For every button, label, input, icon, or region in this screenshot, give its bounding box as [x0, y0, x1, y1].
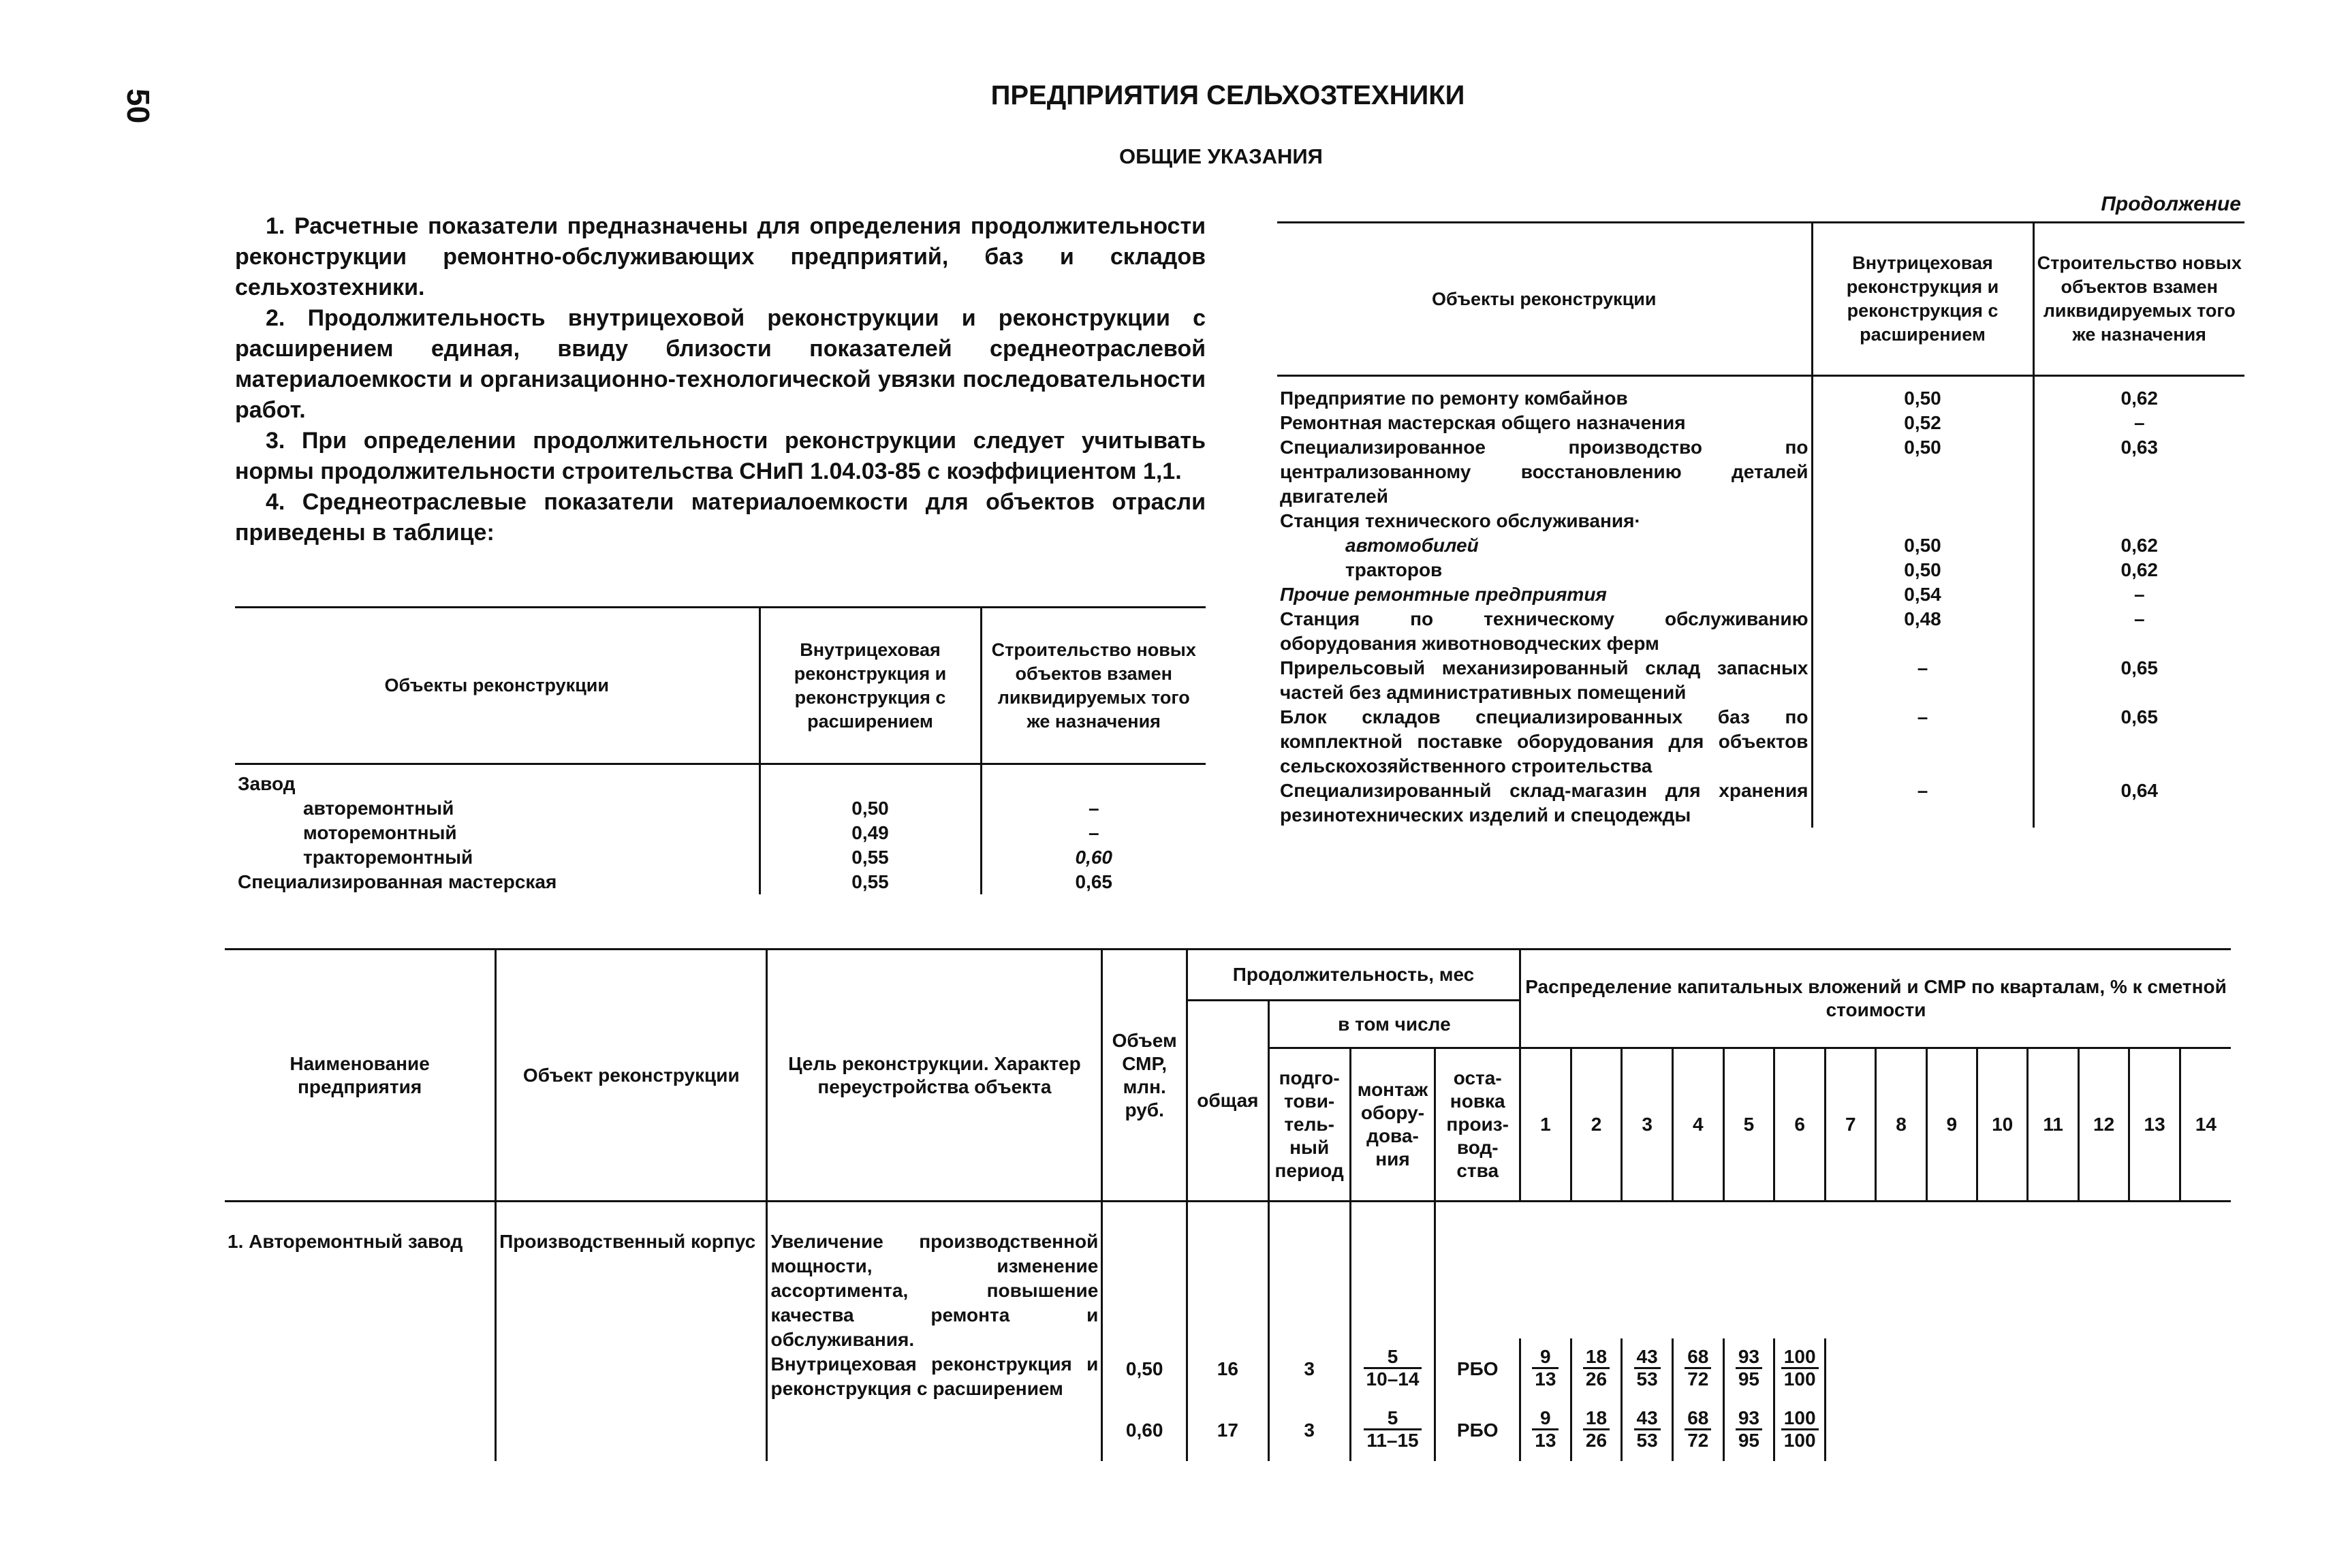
col-header-volume: Объем СМР, млн. руб.: [1102, 950, 1187, 1202]
row-value-b: –: [2033, 411, 2244, 435]
row-value-a: 0,52: [1812, 411, 2033, 435]
quarter-header: 8: [1876, 1048, 1926, 1202]
table-row: [235, 845, 1206, 870]
table-row: [1277, 607, 2244, 656]
mount-duration: $\frac{5}{11-15}$: [1350, 1400, 1435, 1461]
row-value-a: 0,50: [1812, 533, 2033, 558]
quarter-header: 2: [1571, 1048, 1622, 1202]
row-name: тракторемонтный: [303, 847, 473, 868]
row-value-a: –: [1812, 656, 2033, 705]
col-header-enterprise: Наименование предприятия: [225, 950, 496, 1202]
table-row: [1277, 435, 2244, 509]
table-row: [1277, 582, 2244, 607]
col-header-including: в том числе: [1268, 1001, 1520, 1048]
quarter-header: 3: [1622, 1048, 1673, 1202]
row-name: Ремонтная мастерская общего назначения: [1280, 412, 1686, 433]
row-value-a: 0,49: [760, 821, 981, 845]
continuation-table: [1277, 221, 2244, 828]
col-header-distribution: Распределение капитальных вложений и СМР по кварталам, % к сметной стоимости: [1520, 950, 2231, 1048]
quarter-header: 11: [2028, 1048, 2078, 1202]
quarter-value: $\frac{43}{53}$: [1622, 1338, 1673, 1400]
goal-text: [767, 1202, 1102, 1462]
enterprise-name: 1. Авторемонтный завод: [228, 1231, 463, 1252]
row-name: Специализированное производство по централизованному восстановлению деталей двигателей: [1280, 437, 1809, 507]
quarter-value: $\frac{18}{26}$: [1571, 1338, 1622, 1400]
table-row: [235, 821, 1206, 845]
quarter-header: 7: [1826, 1048, 1876, 1202]
row-value-b: –: [2033, 582, 2244, 607]
continuation-label: Продолжение: [2101, 193, 2241, 215]
reconstruction-schedule-table: [225, 948, 2231, 1461]
quarter-header: 6: [1774, 1048, 1826, 1202]
row-value-b: –: [981, 821, 1206, 845]
quarter-value: $\frac{68}{72}$: [1672, 1338, 1723, 1400]
page-title: ПРЕДПРИЯТИЯ СЕЛЬХОЗТЕХНИКИ: [990, 80, 1465, 110]
row-value-b: 0,63: [2033, 435, 2244, 509]
section-subtitle: ОБЩИЕ УКАЗАНИЯ: [1119, 144, 1323, 168]
quarter-value: $\frac{18}{26}$: [1571, 1400, 1622, 1461]
goal-description: Увеличение производственной мощности, изменение ассортимента, повышение качества ремонта и обслуживания.: [770, 1231, 1099, 1350]
row-value-b: 0,62: [2033, 558, 2244, 582]
row-name: Блок складов специализированных баз по комплектной поставке оборудования для объектов сельскохозяйственного строительства: [1280, 706, 1809, 777]
table-row: [235, 870, 1206, 894]
quarter-header: 4: [1672, 1048, 1723, 1202]
row-name: моторемонтный: [303, 822, 457, 843]
row-value-b: –: [2033, 607, 2244, 656]
col-header-goal: Цель реконструкции. Характер переустройства объекта: [767, 950, 1102, 1202]
row-value-b: 0,62: [2033, 376, 2244, 411]
col-header-objects: Объекты реконструкции: [384, 675, 609, 695]
col-header-total: общая: [1187, 1001, 1269, 1202]
goal-type: Внутрицеховая реконструкция и реконструкция с расширением: [770, 1353, 1099, 1399]
col-header-object: Объект реконструкции: [496, 950, 767, 1202]
quarter-header: 5: [1723, 1048, 1774, 1202]
instruction-1: 1. Расчетные показатели предназначены для определения продолжительности реконструкции ремонтно-обслуживающих предприятий, баз и складов сельхозтехники.: [235, 213, 1206, 300]
row-name: тракторов: [1345, 559, 1443, 580]
row-name: Станция по техническому обслуживанию оборудования животноводческих ферм: [1280, 608, 1809, 654]
col-header-internal: Внутрицеховая реконструкция и реконструкция с расширением: [760, 608, 981, 764]
row-name: Прирельсовый механизированный склад запасных частей без административных помещений: [1280, 657, 1809, 703]
table-row: [1277, 558, 2244, 582]
instruction-2: 2. Продолжительность внутрицеховой реконструкции и реконструкции с расширением единая, ввиду близости показателей среднеотраслевой материалоемкости и организационно-технологической увязки последовательности работ.: [235, 305, 1206, 423]
col-header-prep: подго-тови-тель-ный период: [1268, 1048, 1350, 1202]
quarter-header: 12: [2078, 1048, 2129, 1202]
general-instructions: [235, 211, 1206, 548]
col-header-stop: оста-новка произ-вод-ства: [1435, 1048, 1520, 1202]
col-header-new: Строительство новых объектов взамен ликвидируемых того же назначения: [2033, 223, 2244, 376]
table-row: [1277, 705, 2244, 779]
row-value-a: 0,50: [760, 796, 981, 821]
table-row: [1277, 376, 2244, 411]
row-name: Прочие ремонтные предприятия: [1280, 584, 1607, 605]
row-value-b: [2033, 509, 2244, 533]
row-value-b: 0,65: [981, 870, 1206, 894]
quarter-header: 1: [1520, 1048, 1571, 1202]
table-group-label: Завод: [238, 773, 296, 794]
quarter-value: $\frac{93}{95}$: [1723, 1400, 1774, 1461]
row-name: Предприятие по ремонту комбайнов: [1280, 388, 1628, 409]
total-duration: 16: [1187, 1338, 1269, 1400]
page-number: 50: [121, 89, 156, 124]
col-header-internal: Внутрицеховая реконструкция и реконструкция с расширением: [1812, 223, 2033, 376]
row-value-a: 0,54: [1812, 582, 2033, 607]
quarter-header: 13: [2129, 1048, 2180, 1202]
row-value-b: 0,65: [2033, 705, 2244, 779]
row-value-a: 0,55: [760, 845, 981, 870]
row-value-a: 0,55: [760, 870, 981, 894]
row-value-b: 0,62: [2033, 533, 2244, 558]
quarter-value: $\frac{9}{13}$: [1520, 1338, 1571, 1400]
row-name: авторемонтный: [303, 798, 454, 819]
table-row: [1277, 509, 2244, 533]
total-duration: 17: [1187, 1400, 1269, 1461]
quarter-value: $\frac{100}{100}$: [1774, 1338, 1826, 1400]
mount-duration: $\frac{5}{10-14}$: [1350, 1338, 1435, 1400]
quarter-value: $\frac{100}{100}$: [1774, 1400, 1826, 1461]
material-intensity-table: [235, 606, 1206, 894]
col-header-duration: Продолжительность, мес: [1187, 950, 1520, 1001]
quarter-value: $\frac{93}{95}$: [1723, 1338, 1774, 1400]
instruction-3: 3. При определении продолжительности реконструкции следует учитывать нормы продолжительности строительства СНиП 1.04.03-85 с коэффициентом 1,1.: [235, 428, 1206, 484]
volume-value: 0,60: [1102, 1400, 1187, 1461]
prep-duration: 3: [1268, 1338, 1350, 1400]
row-value-b: –: [981, 796, 1206, 821]
quarter-header: 14: [2180, 1048, 2231, 1202]
row-value-a: –: [1812, 705, 2033, 779]
quarter-header: 9: [1926, 1048, 1977, 1202]
table-row: [1277, 656, 2244, 705]
row-value-a: 0,48: [1812, 607, 2033, 656]
table-row: [1277, 411, 2244, 435]
object-name: Производственный корпус: [496, 1202, 767, 1462]
quarter-value: $\frac{68}{72}$: [1672, 1400, 1723, 1461]
col-header-objects: Объекты реконструкции: [1432, 288, 1657, 309]
quarter-value: $\frac{43}{53}$: [1622, 1400, 1673, 1461]
prep-duration: 3: [1268, 1400, 1350, 1461]
row-value-b: 0,65: [2033, 656, 2244, 705]
stop-value: РБО: [1435, 1338, 1520, 1400]
col-header-new: Строительство новых объектов взамен ликвидируемых того же назначения: [981, 608, 1206, 764]
table-row: [235, 796, 1206, 821]
col-header-mount: монтаж обору-дова-ния: [1350, 1048, 1435, 1202]
row-value-a: 0,50: [1812, 435, 2033, 509]
table-row: [1277, 779, 2244, 828]
volume-value: 0,50: [1102, 1338, 1187, 1400]
row-value-b: 0,64: [2033, 779, 2244, 828]
row-value-a: –: [1812, 779, 2033, 828]
stop-value: РБО: [1435, 1400, 1520, 1461]
row-name: Специализированный склад-магазин для хранения резинотехнических изделий и спецодежды: [1280, 780, 1809, 826]
row-name: автомобилей: [1345, 535, 1479, 556]
row-value-a: 0,50: [1812, 558, 2033, 582]
quarter-value: $\frac{9}{13}$: [1520, 1400, 1571, 1461]
row-name: Специализированная мастерская: [238, 871, 557, 892]
instruction-4: 4. Среднеотраслевые показатели материалоемкости для объектов отрасли приведены в таблице:: [235, 489, 1206, 546]
table-row: [225, 1202, 2231, 1339]
quarter-header: 10: [1977, 1048, 2028, 1202]
table-row: [1277, 533, 2244, 558]
row-name: Станция технического обслуживания·: [1280, 510, 1641, 531]
row-value-b: 0,60: [981, 845, 1206, 870]
row-value-a: [1812, 509, 2033, 533]
row-value-a: 0,50: [1812, 376, 2033, 411]
